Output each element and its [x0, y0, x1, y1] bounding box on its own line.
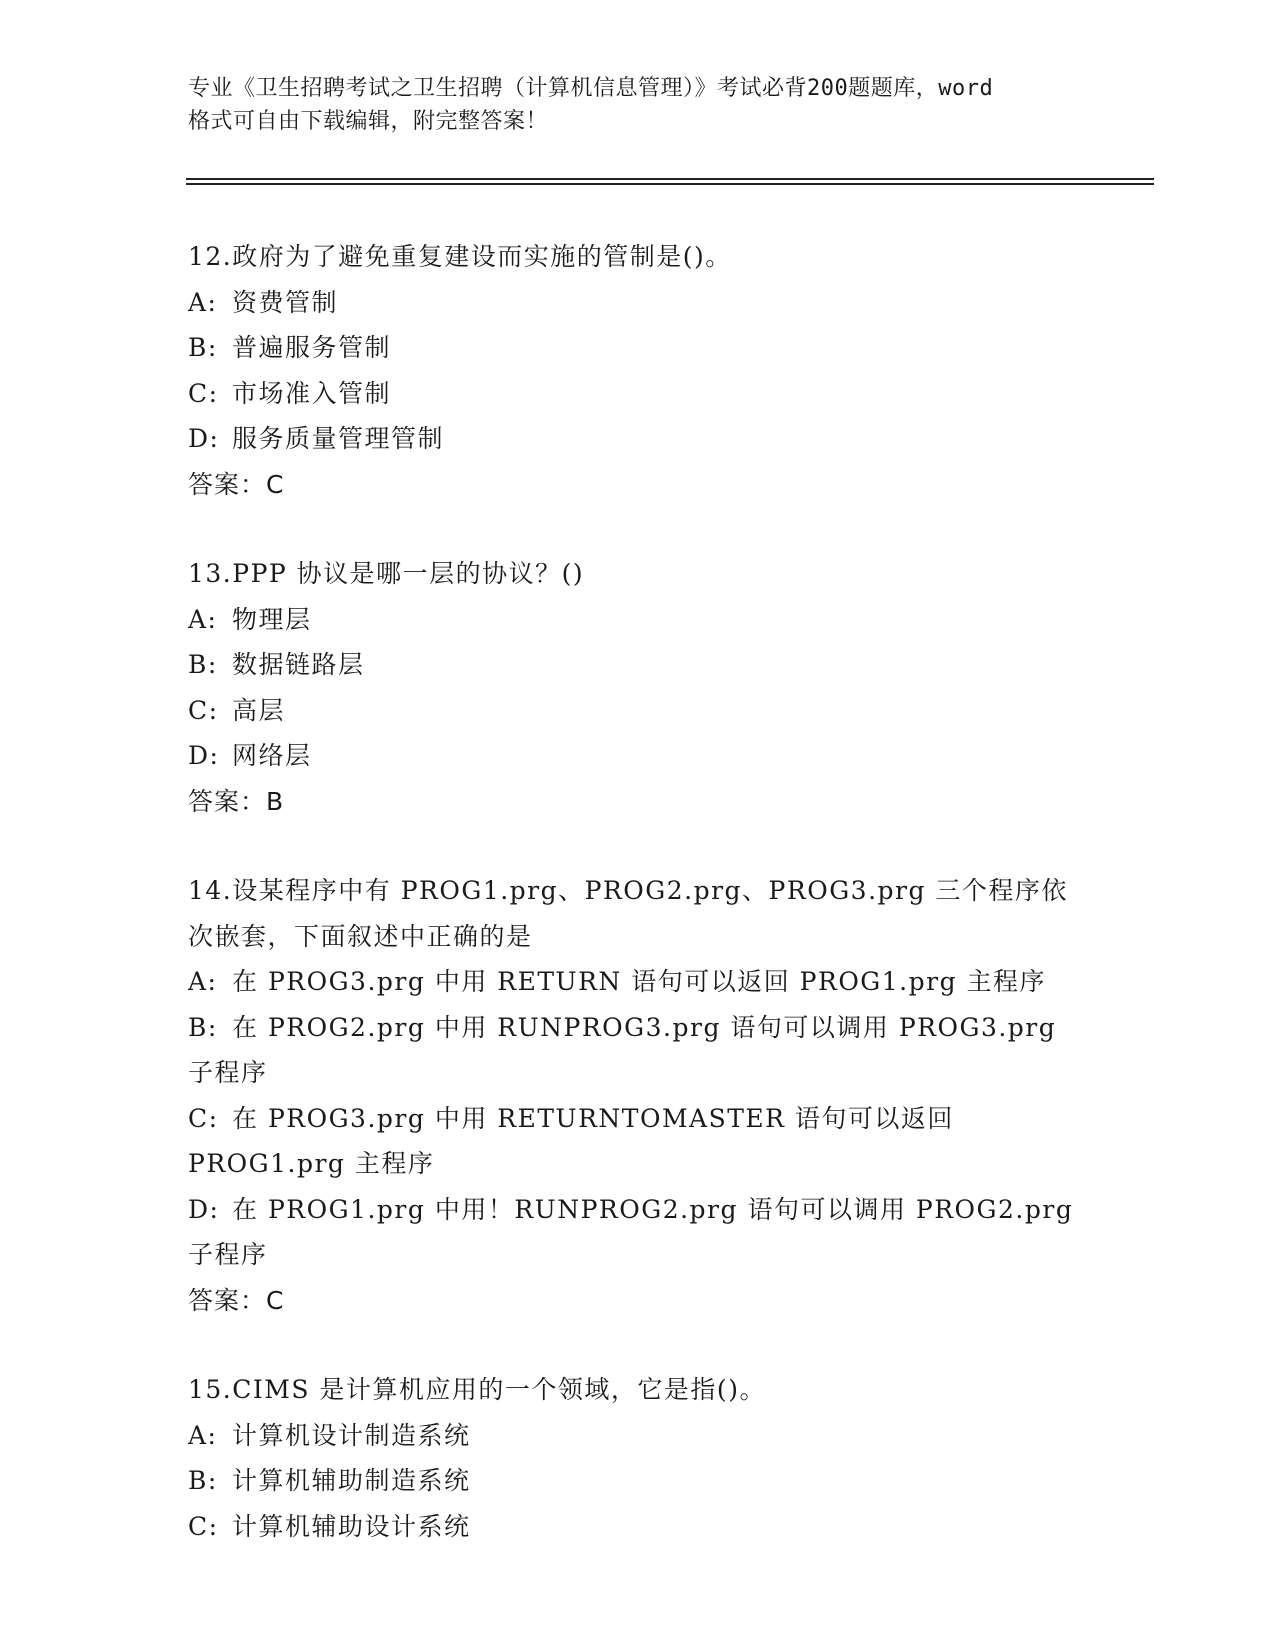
- header-divider-top: [186, 178, 1154, 180]
- option-a: [188, 1413, 1088, 1459]
- document-header: [188, 72, 1088, 138]
- answer-label: 答案：C: [188, 469, 285, 499]
- option-key: B:: [188, 650, 218, 679]
- option-text: 服务质量管理管制: [232, 424, 445, 453]
- question-title: 13.PPP 协议是哪一层的协议？(): [188, 559, 585, 588]
- option-key: D:: [188, 741, 220, 770]
- option-key: A:: [188, 1420, 218, 1450]
- question-13: [188, 551, 1088, 824]
- option-text: 计算机辅助制造系统: [232, 1466, 471, 1495]
- option-key: B:: [188, 333, 218, 362]
- option-b: [188, 1005, 1088, 1096]
- option-text: 普遍服务管制: [232, 333, 392, 362]
- option-text: 在 PROG3.prg 中用 RETURNTOMASTER 语句可以返回 PROG1.prg 主程序: [188, 1103, 954, 1178]
- header-divider-bottom: [186, 183, 1154, 185]
- option-c: [188, 1096, 1088, 1187]
- option-key: C:: [188, 695, 219, 725]
- option-key: C:: [188, 378, 219, 408]
- option-key: D:: [188, 424, 220, 453]
- option-text: 资费管制: [232, 287, 339, 317]
- option-key: B:: [188, 1012, 218, 1042]
- option-text: 在 PROG1.prg 中用！RUNPROG2.prg 语句可以调用 PROG2.prg 子程序: [188, 1194, 1074, 1269]
- question-title: 14.设某程序中有 PROG1.prg、PROG2.prg、PROG3.prg 三个程序依次嵌套，下面叙述中正确的是: [188, 876, 1068, 951]
- option-key: C:: [188, 1103, 219, 1133]
- option-key: A:: [188, 287, 218, 317]
- option-text: 在 PROG3.prg 中用 RETURN 语句可以返回 PROG1.prg 主程序: [232, 967, 1047, 996]
- option-key: A:: [188, 967, 218, 996]
- question-title: 12.政府为了避免重复建设而实施的管制是()。: [188, 242, 732, 271]
- option-a: [188, 280, 1088, 326]
- option-c: [188, 371, 1088, 417]
- option-b: [188, 325, 1088, 371]
- option-text: 计算机辅助设计系统: [232, 1511, 471, 1541]
- option-text: 市场准入管制: [232, 378, 392, 408]
- option-key: C:: [188, 1511, 219, 1541]
- question-14: [188, 868, 1088, 1323]
- option-key: B:: [188, 1466, 218, 1495]
- option-d: [188, 1187, 1088, 1278]
- question-15: [188, 1367, 1088, 1549]
- option-d: [188, 416, 1088, 462]
- answer-label: 答案：C: [188, 1285, 285, 1315]
- option-text: 计算机设计制造系统: [232, 1420, 471, 1450]
- option-a: [188, 959, 1088, 1005]
- question-title: 15.CIMS 是计算机应用的一个领域，它是指()。: [188, 1375, 766, 1404]
- header-line-1: 专业《卫生招聘考试之卫生招聘（计算机信息管理）》考试必背200题题库，word: [188, 76, 994, 101]
- header-line-2: 格式可自由下载编辑，附完整答案！: [188, 109, 549, 134]
- option-text: 数据链路层: [232, 650, 365, 679]
- option-key: D:: [188, 1194, 220, 1224]
- option-text: 在 PROG2.prg 中用 RUNPROG3.prg 语句可以调用 PROG3.prg 子程序: [188, 1012, 1057, 1087]
- question-list: [188, 234, 1088, 1549]
- option-a: [188, 597, 1088, 643]
- option-b: [188, 642, 1088, 688]
- option-text: 高层: [232, 695, 286, 725]
- question-12: [188, 234, 1088, 507]
- option-d: [188, 733, 1088, 779]
- answer-label: 答案：B: [188, 786, 285, 816]
- option-c: [188, 688, 1088, 734]
- option-c: [188, 1504, 1088, 1550]
- option-text: 网络层: [232, 741, 312, 770]
- option-b: [188, 1458, 1088, 1504]
- option-text: 物理层: [232, 604, 312, 634]
- option-key: A:: [188, 604, 218, 634]
